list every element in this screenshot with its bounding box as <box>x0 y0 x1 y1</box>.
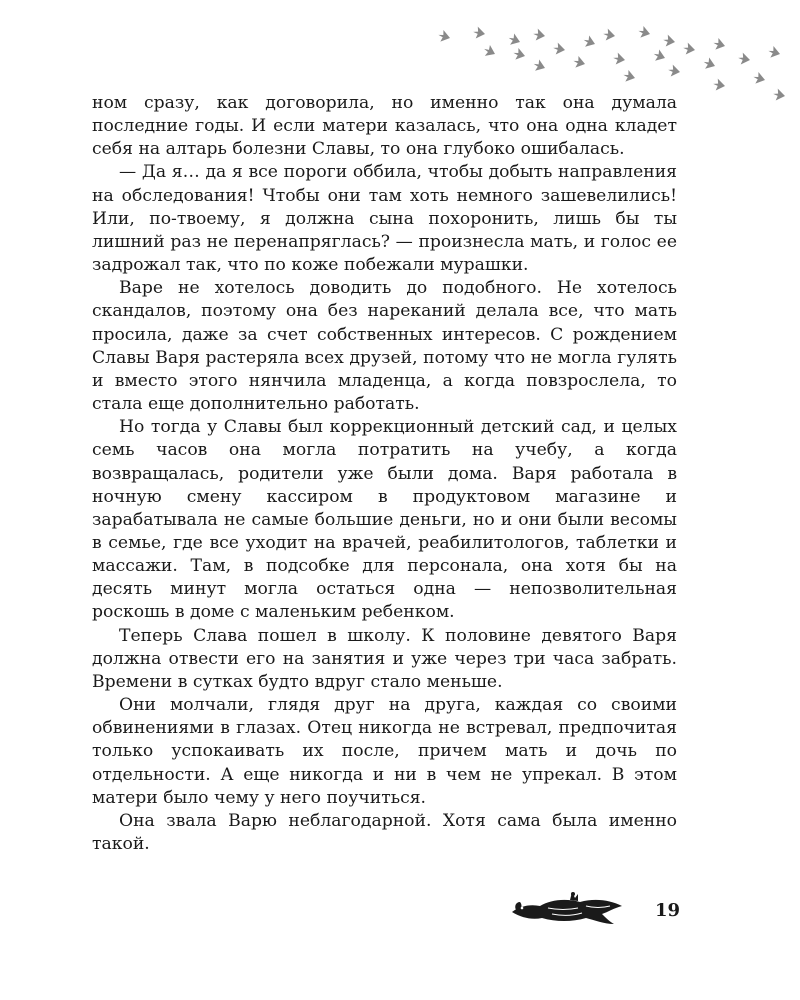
paragraph-4: Но тогда у Славы был коррекционный детский сад, и целых семь часов она могла потратить на учебу, а когда возвращалась, родители уже были дома. Варя работала в ночную смену кассиром в продуктовом магазине и зарабатывала не самые большие деньги, но и они были весомы в семье, где все уходит на врачей, реабилитологов, таблетки и массажи. Там, в подсобке для персонала, она хотя бы на десять минут могла остаться одна — непозволительная роскошь в доме с маленьким ребенком. <box>92 417 677 623</box>
paragraph-5: Теперь Слава пошел в школу. К половине девятого Варя должна отвести его на занятия и уже через три часа забрать. Времени в сутках будто вдруг стало меньше. <box>92 625 677 692</box>
paragraph-1: ном сразу, как договорила, но именно так она думала последние годы. И если матери казалась, что она одна кладет себя на алтарь болезни Славы, то она глубоко ошибалась. <box>92 93 677 160</box>
paragraph-6: Они молчали, глядя друг на друга, каждая со своими обвинениями в глазах. Отец никогда не встревал, предпочитая только успокаивать их после, причем мать и дочь по отдельности. А еще никогда и ни в чем не упрекал. В этом матери было чему у него поучиться. <box>92 695 677 808</box>
paragraph-7: Она звала Варю неблагодарной. Хотя сама была именно такой. <box>92 810 677 854</box>
bird-ornament-icon <box>510 888 625 928</box>
paragraph-2: — Да я… да я все пороги оббила, чтобы добыть направления на обследования! Чтобы они там хоть немного зашевелились! Или, по-твоему, я должна сына похоронить, лишь бы ты лишний раз не перенапряглась? — произнесла мать, и голос ее задрожал так, что по коже побежали мурашки. <box>92 162 677 276</box>
page-number: 19 <box>654 900 680 921</box>
body-text <box>92 92 677 856</box>
paragraph-3: Варе не хотелось доводить до подобного. Не хотелось скандалов, поэтому она без нареканий делала все, что мать просила, даже за счет собственных интересов. С рождением Славы Варя растеряла всех друзей, потому что не могла гулять и вместо этого нянчила младенца, а когда повзрослела, то стала еще дополнительно работать. <box>92 278 677 415</box>
